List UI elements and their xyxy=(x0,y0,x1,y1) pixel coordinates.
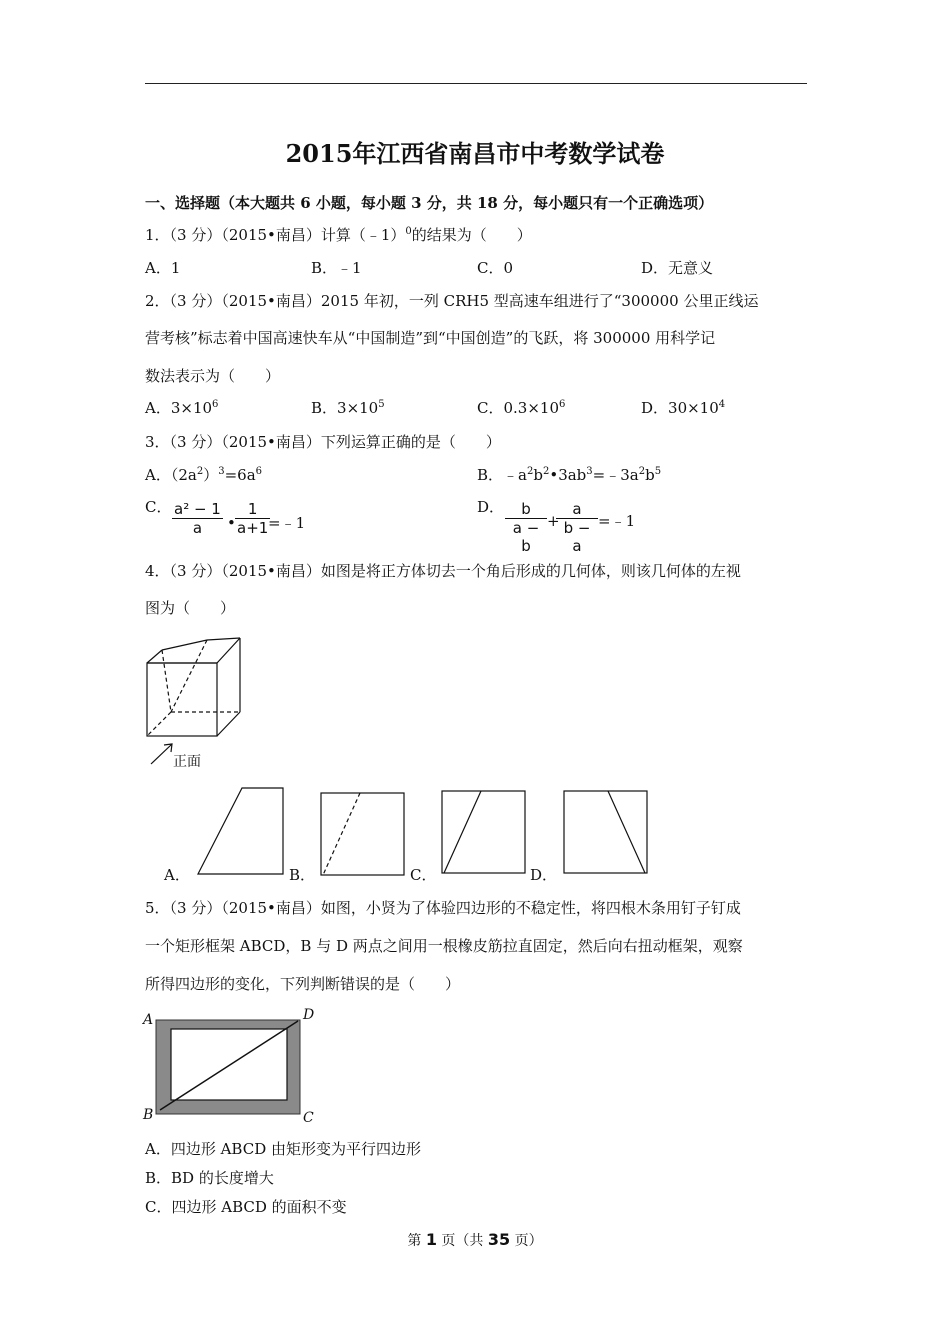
footer-page-number: 1 xyxy=(425,1230,437,1249)
q2-option-c xyxy=(477,398,565,418)
footer-pre: 第 xyxy=(407,1233,426,1249)
label-b: B xyxy=(143,1107,154,1123)
q3-c-f1-den: a xyxy=(192,519,203,537)
q3-c-f2-den: a+1 xyxy=(237,519,269,537)
q3-c-dot: • xyxy=(227,514,236,532)
q5-option-b: B．BD 的长度增大 xyxy=(145,1169,274,1187)
q4-option-b-figure xyxy=(319,791,407,877)
section-heading: 一、选择题（本大题共 6 小题，每小题 3 分，共 18 分，每小题只有一个正确选项） xyxy=(145,194,714,212)
q3-d-f1-den: a − b xyxy=(512,519,540,555)
q5-line-3: 所得四边形的变化，下列判断错误的是（ ） xyxy=(145,975,461,993)
footer-total-pages: 35 xyxy=(487,1230,511,1249)
q3-a-t2: ） xyxy=(203,466,219,484)
footer-mid: 页（共 xyxy=(436,1233,488,1249)
cube-front-face xyxy=(147,663,217,736)
q3-a-t1: （2a xyxy=(170,466,197,484)
q2-b-exp: 5 xyxy=(378,399,385,410)
q3-d-f1-num: b xyxy=(505,500,547,519)
q3-d-rhs: =﹣1 xyxy=(598,512,636,530)
q4-option-c-label: C． xyxy=(410,866,437,884)
header-rule xyxy=(145,83,807,84)
q5-option-c: C．四边形 ABCD 的面积不变 xyxy=(145,1198,347,1216)
q3-stem: 3．（3 分）（2015•南昌）下列运算正确的是（ ） xyxy=(145,433,501,451)
label-d: D xyxy=(303,1007,315,1023)
label-c: C xyxy=(303,1110,314,1126)
q2-line-2: 营考核”标志着中国高速快车从“中国制造”到“中国创造”的飞跃，将 300000 用科学记 xyxy=(145,329,716,347)
q2-option-b xyxy=(311,398,385,418)
label-a: A xyxy=(143,1012,154,1028)
q2-c-text: C．0.3×10 xyxy=(477,399,559,417)
q5-line-1: 5．（3 分）（2015•南昌）如图，小贤为了体验四边形的不稳定性，将四根木条用钉子钉成 xyxy=(145,899,741,917)
q3-option-d-label: D． xyxy=(477,498,505,516)
q3-b-e3: 3 xyxy=(586,466,593,477)
q1-stem-end: 的结果为（ ） xyxy=(411,226,532,244)
q3-d-plus: + xyxy=(547,512,560,530)
q4-line-2: 图为（ ） xyxy=(145,599,236,617)
q3-c-f2-num: 1 xyxy=(235,500,270,519)
q3-d-fraction-2 xyxy=(556,500,598,555)
q2-option-a xyxy=(145,398,218,418)
q2-a-text: A．3×10 xyxy=(145,399,213,417)
q3-b-e1: 2 xyxy=(526,466,534,477)
q3-a-e3: 6 xyxy=(255,466,263,477)
q5-line-2: 一个矩形框架 ABCD，B 与 D 两点之间用一根橡皮筋拉直固定，然后向右扭动框架，观察 xyxy=(145,937,743,955)
q2-b-text: B．3×10 xyxy=(311,399,379,417)
q4-option-d-figure xyxy=(562,789,650,877)
q3-b-t1: ﹣a xyxy=(503,466,527,484)
q4-option-d-label: D． xyxy=(530,866,558,884)
page-footer xyxy=(0,1230,950,1250)
q3-a-e1: 2 xyxy=(196,466,204,477)
q3-b-t4: =﹣3a xyxy=(592,466,639,484)
q4-option-c-figure xyxy=(440,789,528,875)
q3-option-b xyxy=(477,465,661,485)
rectangle-frame-figure xyxy=(140,1004,320,1128)
q3-b-t2: b xyxy=(533,466,543,484)
q1-option-a: A．1 xyxy=(145,259,181,277)
q1-option-c: C．0 xyxy=(477,259,514,277)
q2-d-exp: 4 xyxy=(718,399,726,410)
q3-c-fraction-2 xyxy=(235,500,270,537)
q4-line-1: 4．（3 分）（2015•南昌）如图是将正方体切去一个角后形成的几何体，则该几何体的左视 xyxy=(145,562,741,580)
q1-stem xyxy=(145,225,532,245)
footer-post: 页） xyxy=(510,1233,543,1249)
q3-b-e4: 2 xyxy=(638,466,646,477)
page-title: 2015年江西省南昌市中考数学试卷 xyxy=(285,139,665,168)
q1-stem-text: 1．（3 分）（2015•南昌）计算（﹣1） xyxy=(145,226,406,244)
q3-b-t5: b xyxy=(645,466,655,484)
q3-a-label: A． xyxy=(145,466,171,484)
q3-c-fraction-1 xyxy=(172,500,223,537)
q2-option-d xyxy=(641,398,725,418)
q3-d-f2-den: b − a xyxy=(563,519,591,555)
front-label: 正面 xyxy=(173,754,201,770)
q3-d-f2-num: a xyxy=(556,500,598,519)
q3-option-c-label: C． xyxy=(145,498,172,516)
q4-option-a-label: A． xyxy=(164,866,190,884)
q4-option-a-figure xyxy=(196,786,286,876)
q3-b-t3: •3ab xyxy=(549,466,587,484)
q3-c-f1-num: a² − 1 xyxy=(174,500,221,518)
q3-b-e5: 5 xyxy=(654,466,662,477)
q3-d-fraction-1 xyxy=(505,500,547,555)
q2-a-exp: 6 xyxy=(212,399,219,410)
q3-a-e2: 3 xyxy=(218,466,225,477)
q3-a-t3: =6a xyxy=(224,466,256,484)
q2-line-3: 数法表示为（ ） xyxy=(145,367,281,385)
q1-option-d: D．无意义 xyxy=(641,259,714,277)
q2-line-1: 2．（3 分）（2015•南昌）2015 年初，一列 CRH5 型高速车组进行了“300000 公里正线运 xyxy=(145,292,759,310)
q1-exponent: 0 xyxy=(405,226,412,237)
q3-b-label: B． xyxy=(477,466,504,484)
q3-c-rhs: =﹣1 xyxy=(268,514,306,532)
q1-option-b: B．﹣1 xyxy=(311,259,362,277)
q2-d-text: D．30×10 xyxy=(641,399,719,417)
q2-c-exp: 6 xyxy=(559,399,566,410)
q4-option-b-label: B． xyxy=(289,866,316,884)
q3-option-a xyxy=(145,465,262,485)
cube-figure xyxy=(140,632,250,774)
q5-option-a: A．四边形 ABCD 由矩形变为平行四边形 xyxy=(145,1140,422,1158)
q3-b-e2: 2 xyxy=(542,466,550,477)
